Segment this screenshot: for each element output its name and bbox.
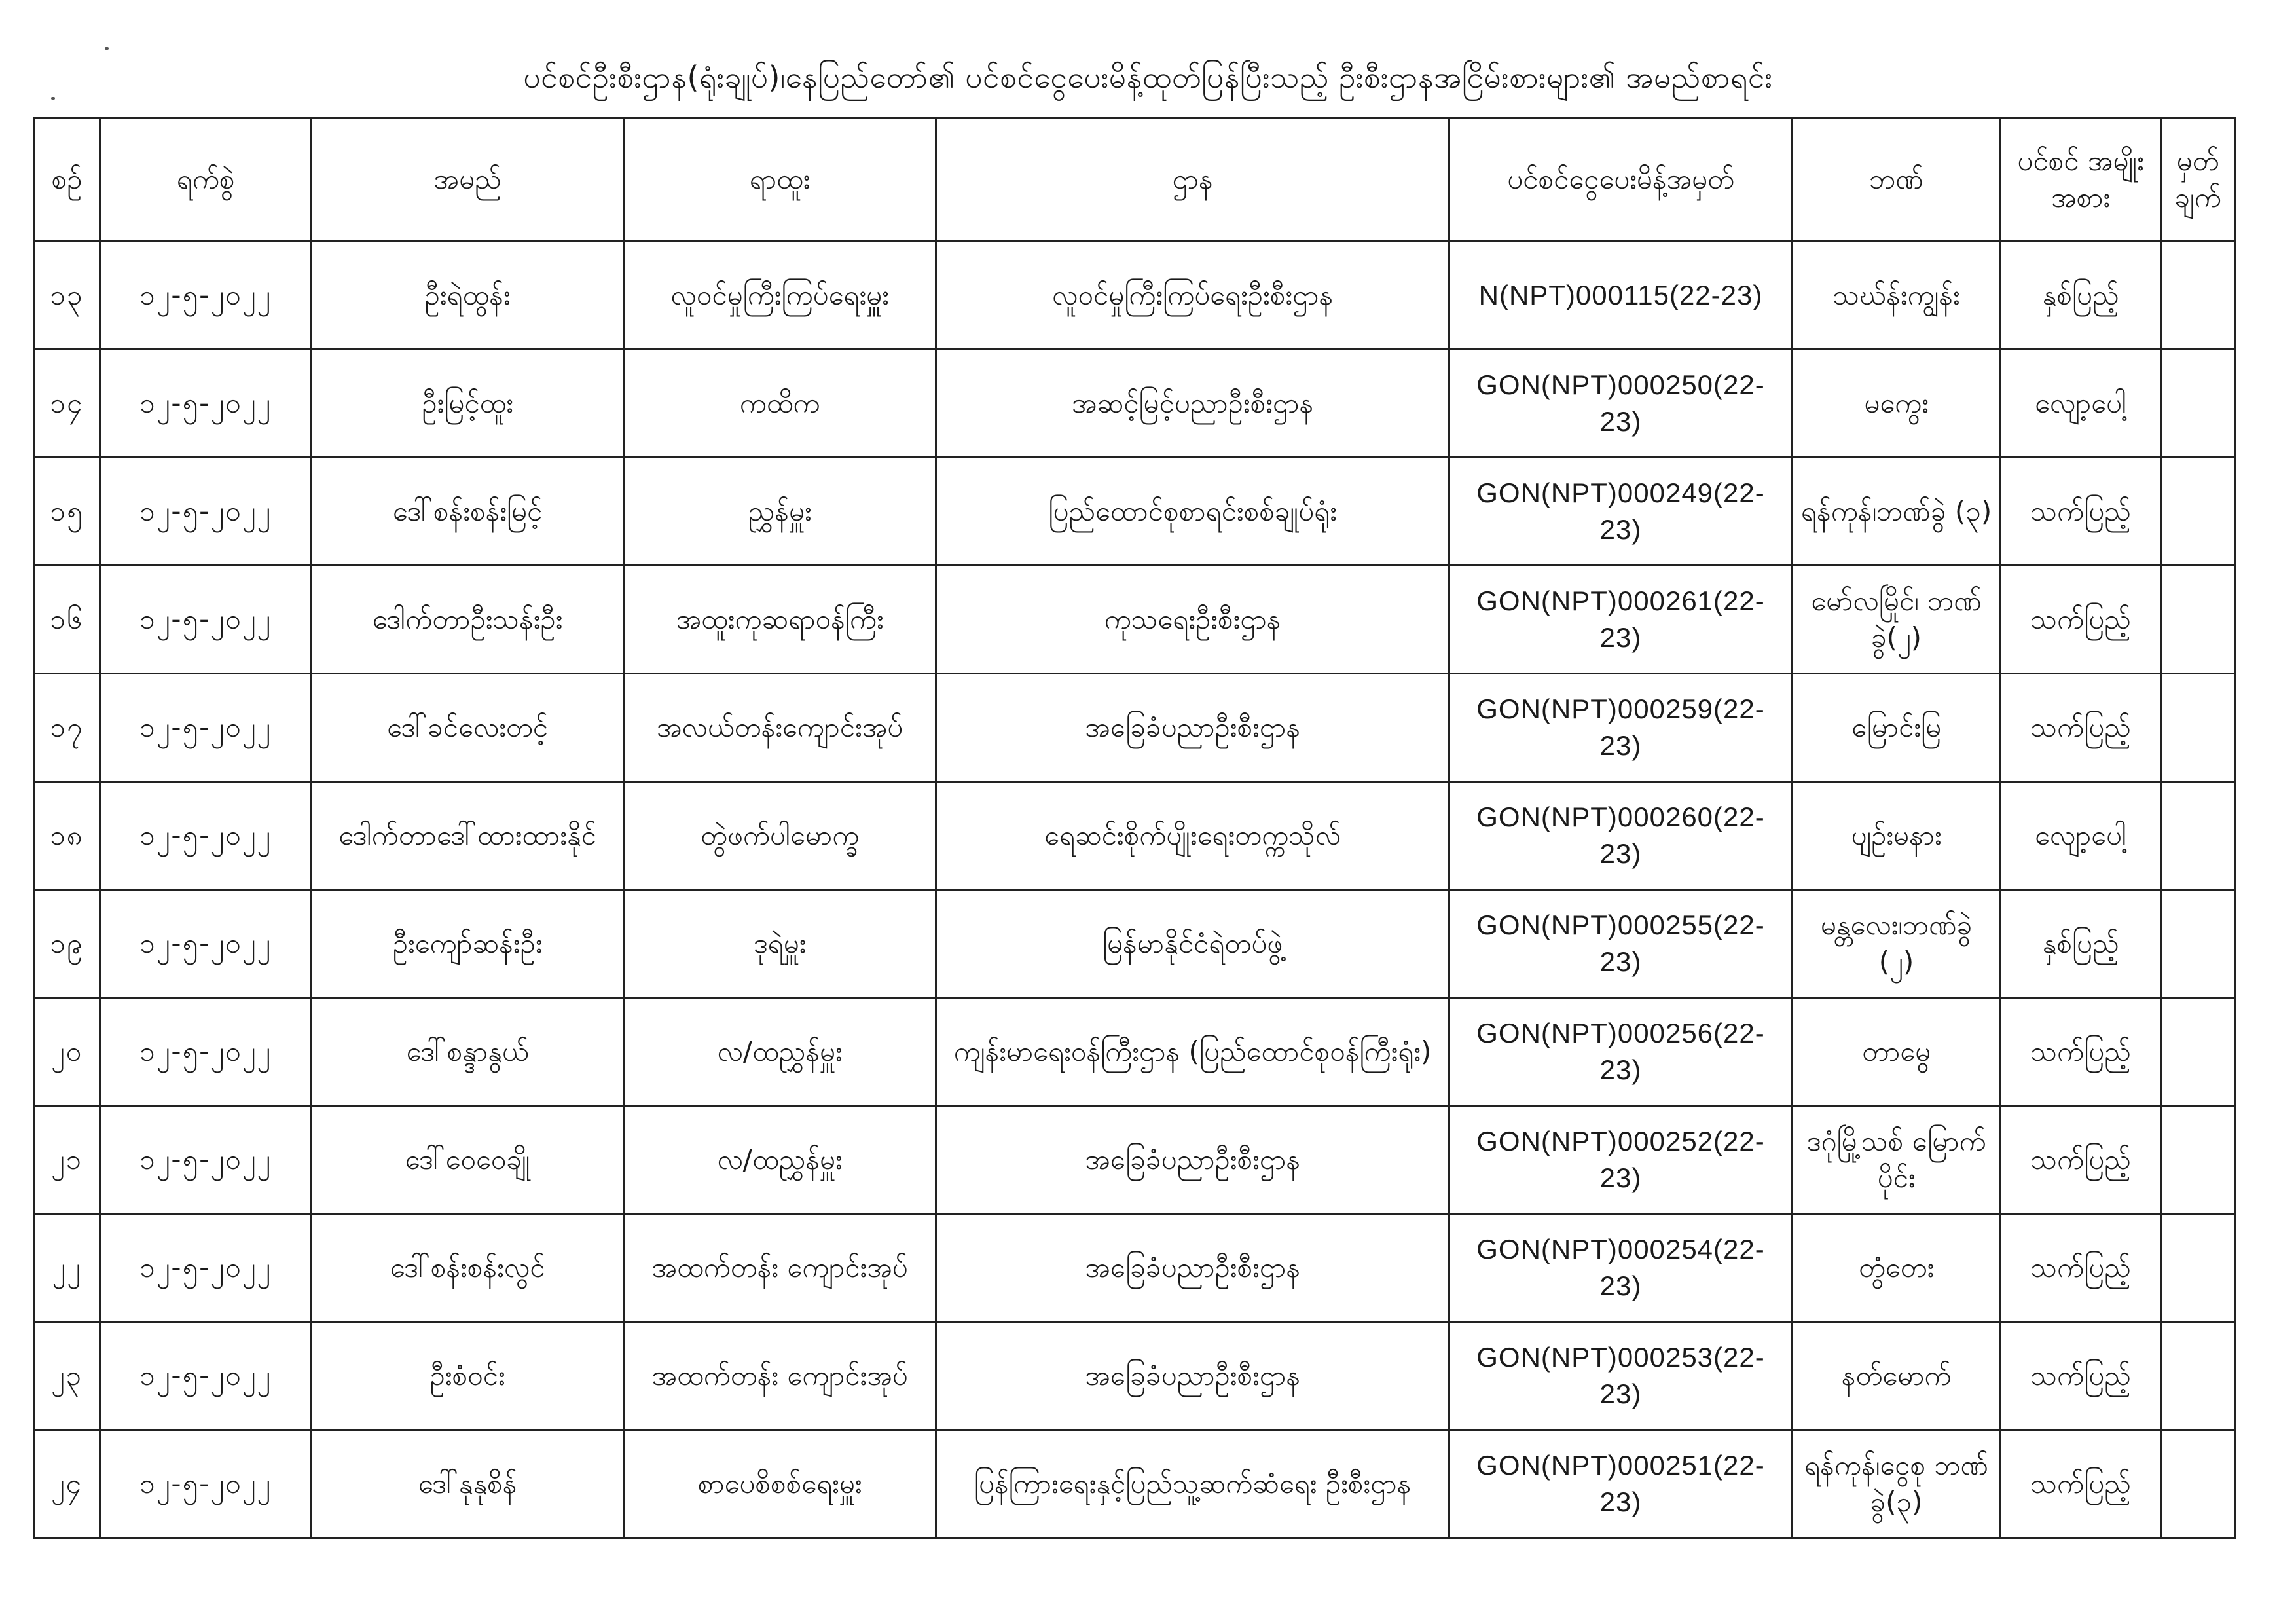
cell-date: ၁၂-၅-၂၀၂၂ (100, 674, 312, 782)
cell-date: ၁၂-၅-၂၀၂၂ (100, 782, 312, 890)
cell-bank: ဒဂုံမြို့သစ် မြောက်ပိုင်း (1793, 1106, 2001, 1214)
cell-remark (2161, 1430, 2235, 1538)
cell-remark (2161, 1322, 2235, 1430)
cell-department: ရေဆင်းစိုက်ပျိုးရေးတက္ကသိုလ် (936, 782, 1449, 890)
cell-name: ဦးမြင့်ထူး (312, 350, 624, 458)
cell-pension-order-no: GON(NPT)000261(22-23) (1449, 566, 1793, 674)
cell-department: ကျန်းမာရေးဝန်ကြီးဌာန (ပြည်ထောင်စုဝန်ကြီးရုံး) (936, 998, 1449, 1106)
col-header-bank: ဘဏ် (1793, 118, 2001, 242)
cell-rank: လ/ထညွှန်မှူး (624, 998, 936, 1106)
cell-sno: ၂၃ (34, 1322, 100, 1430)
pension-table (33, 117, 2236, 1539)
cell-department: အခြေခံပညာဦးစီးဌာန (936, 1322, 1449, 1430)
cell-bank: မြောင်းမြ (1793, 674, 2001, 782)
col-header-pension-type: ပင်စင် အမျိုးအစား (2001, 118, 2161, 242)
cell-pension-order-no: GON(NPT)000253(22-23) (1449, 1322, 1793, 1430)
cell-sno: ၁၃ (34, 242, 100, 350)
col-header-name: အမည် (312, 118, 624, 242)
cell-department: ပြန်ကြားရေးနှင့်ပြည်သူ့ဆက်ဆံရေး ဦးစီးဌာန (936, 1430, 1449, 1538)
cell-date: ၁၂-၅-၂၀၂၂ (100, 566, 312, 674)
cell-remark (2161, 890, 2235, 998)
cell-pension-order-no: N(NPT)000115(22-23) (1449, 242, 1793, 350)
cell-date: ၁၂-၅-၂၀၂၂ (100, 350, 312, 458)
cell-name: ဒေါက်တာဒေါ်ထားထားနိုင် (312, 782, 624, 890)
cell-department: အဆင့်မြင့်ပညာဦးစီးဌာန (936, 350, 1449, 458)
cell-department: လူဝင်မှုကြီးကြပ်ရေးဦးစီးဌာန (936, 242, 1449, 350)
cell-sno: ၁၉ (34, 890, 100, 998)
table-row (34, 890, 2235, 998)
cell-name: ဒေါက်တာဦးသန်းဦး (312, 566, 624, 674)
cell-rank: လူဝင်မှုကြီးကြပ်ရေးမှူး (624, 242, 936, 350)
cell-sno: ၁၄ (34, 350, 100, 458)
cell-bank: တာမွေ (1793, 998, 2001, 1106)
cell-remark (2161, 1106, 2235, 1214)
cell-pension-order-no: GON(NPT)000255(22-23) (1449, 890, 1793, 998)
cell-bank: မန္တလေး၊ဘဏ်ခွဲ (၂) (1793, 890, 2001, 998)
cell-date: ၁၂-၅-၂၀၂၂ (100, 1430, 312, 1538)
cell-date: ၁၂-၅-၂၀၂၂ (100, 1106, 312, 1214)
cell-rank: တွဲဖက်ပါမောက္ခ (624, 782, 936, 890)
cell-pension-type: လျော့ပေါ့ (2001, 350, 2161, 458)
cell-pension-type: လျော့ပေါ့ (2001, 782, 2161, 890)
cell-bank: နတ်မောက် (1793, 1322, 2001, 1430)
table-row (34, 674, 2235, 782)
table-body (34, 242, 2235, 1538)
table-header-row (34, 118, 2235, 242)
cell-name: ဒေါ်စန်းစန်းလွင် (312, 1214, 624, 1322)
table-row (34, 1322, 2235, 1430)
cell-date: ၁၂-၅-၂၀၂၂ (100, 890, 312, 998)
cell-rank: အလယ်တန်းကျောင်းအုပ် (624, 674, 936, 782)
table-row (34, 566, 2235, 674)
cell-sno: ၂၄ (34, 1430, 100, 1538)
table-row (34, 350, 2235, 458)
cell-pension-type: သက်ပြည့် (2001, 1214, 2161, 1322)
cell-remark (2161, 1214, 2235, 1322)
cell-name: ဒေါ်နုနုစိန် (312, 1430, 624, 1538)
cell-pension-order-no: GON(NPT)000249(22-23) (1449, 458, 1793, 566)
cell-remark (2161, 782, 2235, 890)
cell-rank: အထက်တန်း ကျောင်းအုပ် (624, 1322, 936, 1430)
col-header-remark: မှတ် ချက် (2161, 118, 2235, 242)
cell-sno: ၁၇ (34, 674, 100, 782)
cell-department: အခြေခံပညာဦးစီးဌာန (936, 1214, 1449, 1322)
table-row (34, 458, 2235, 566)
cell-date: ၁၂-၅-၂၀၂၂ (100, 998, 312, 1106)
col-header-pension-order-no: ပင်စင်ငွေပေးမိန့်အမှတ် (1449, 118, 1793, 242)
cell-pension-order-no: GON(NPT)000260(22-23) (1449, 782, 1793, 890)
cell-pension-type: သက်ပြည့် (2001, 1430, 2161, 1538)
cell-department: အခြေခံပညာဦးစီးဌာန (936, 1106, 1449, 1214)
cell-remark (2161, 458, 2235, 566)
cell-pension-type: သက်ပြည့် (2001, 1322, 2161, 1430)
cell-bank: ပျဉ်းမနား (1793, 782, 2001, 890)
cell-date: ၁၂-၅-၂၀၂၂ (100, 1214, 312, 1322)
cell-pension-order-no: GON(NPT)000252(22-23) (1449, 1106, 1793, 1214)
cell-remark (2161, 566, 2235, 674)
cell-pension-type: သက်ပြည့် (2001, 674, 2161, 782)
cell-date: ၁၂-၅-၂၀၂၂ (100, 242, 312, 350)
cell-rank: လ/ထညွှန်မှူး (624, 1106, 936, 1214)
cell-bank: တွံတေး (1793, 1214, 2001, 1322)
cell-sno: ၂၂ (34, 1214, 100, 1322)
cell-bank: ရန်ကုန်၊ငွေစု ဘဏ်ခွဲ(၃) (1793, 1430, 2001, 1538)
cell-pension-order-no: GON(NPT)000259(22-23) (1449, 674, 1793, 782)
col-header-sno: စဉ် (34, 118, 100, 242)
cell-sno: ၁၆ (34, 566, 100, 674)
cell-rank: ညွှန်မှူး (624, 458, 936, 566)
col-header-rank: ရာထူး (624, 118, 936, 242)
cell-pension-type: သက်ပြည့် (2001, 458, 2161, 566)
cell-bank: မကွေး (1793, 350, 2001, 458)
cell-rank: အထူးကုဆရာဝန်ကြီး (624, 566, 936, 674)
cell-department: ပြည်ထောင်စုစာရင်းစစ်ချုပ်ရုံး (936, 458, 1449, 566)
cell-department: မြန်မာနိုင်ငံရဲတပ်ဖွဲ့ (936, 890, 1449, 998)
cell-name: ဒေါ်စန်းစန်းမြင့် (312, 458, 624, 566)
cell-name: ဒေါ်စန္ဒာနွယ် (312, 998, 624, 1106)
cell-department: ကုသရေးဦးစီးဌာန (936, 566, 1449, 674)
page-title: ပင်စင်ဦးစီးဌာန(ရုံးချုပ်)၊နေပြည်တော်၏ ပင်စင်ငွေပေးမိန့်ထုတ်ပြန်ပြီးသည့် ဦးစီးဌာနအငြိမ်းစားများ၏ အမည်စာရင်း (523, 60, 1773, 95)
cell-pension-order-no: GON(NPT)000254(22-23) (1449, 1214, 1793, 1322)
cell-name: ဒေါ်ဝေဝေချို (312, 1106, 624, 1214)
cell-pension-type: နှစ်ပြည့် (2001, 242, 2161, 350)
cell-pension-type: နှစ်ပြည့် (2001, 890, 2161, 998)
cell-pension-type: သက်ပြည့် (2001, 566, 2161, 674)
col-header-department: ဌာန (936, 118, 1449, 242)
cell-name: ဦးစံဝင်း (312, 1322, 624, 1430)
cell-rank: အထက်တန်း ကျောင်းအုပ် (624, 1214, 936, 1322)
cell-pension-order-no: GON(NPT)000251(22-23) (1449, 1430, 1793, 1538)
cell-remark (2161, 242, 2235, 350)
cell-pension-order-no: GON(NPT)000250(22-23) (1449, 350, 1793, 458)
table-row (34, 998, 2235, 1106)
table-row (34, 1106, 2235, 1214)
cell-sno: ၁၈ (34, 782, 100, 890)
cell-remark (2161, 998, 2235, 1106)
scan-speck (105, 47, 109, 50)
cell-remark (2161, 350, 2235, 458)
cell-bank: မော်လမြိုင်၊ ဘဏ်ခွဲ(၂) (1793, 566, 2001, 674)
cell-sno: ၂၁ (34, 1106, 100, 1214)
table-row (34, 1430, 2235, 1538)
cell-name: ဒေါ်ခင်လေးတင့် (312, 674, 624, 782)
cell-rank: စာပေစိစစ်ရေးမှူး (624, 1430, 936, 1538)
cell-bank: သဃ်န်းကျွန်း (1793, 242, 2001, 350)
cell-sno: ၁၅ (34, 458, 100, 566)
cell-name: ဦးရဲထွန်း (312, 242, 624, 350)
col-header-date: ရက်စွဲ (100, 118, 312, 242)
table-row (34, 1214, 2235, 1322)
cell-pension-type: သက်ပြည့် (2001, 1106, 2161, 1214)
cell-department: အခြေခံပညာဦးစီးဌာန (936, 674, 1449, 782)
cell-sno: ၂၀ (34, 998, 100, 1106)
cell-name: ဦးကျော်ဆန်းဦး (312, 890, 624, 998)
table-row (34, 782, 2235, 890)
table-row (34, 242, 2235, 350)
cell-pension-order-no: GON(NPT)000256(22-23) (1449, 998, 1793, 1106)
cell-date: ၁၂-၅-၂၀၂၂ (100, 1322, 312, 1430)
cell-bank: ရန်ကုန်၊ဘဏ်ခွဲ (၃) (1793, 458, 2001, 566)
cell-remark (2161, 674, 2235, 782)
cell-rank: ဒုရဲမှူး (624, 890, 936, 998)
cell-date: ၁၂-၅-၂၀၂၂ (100, 458, 312, 566)
cell-rank: ကထိက (624, 350, 936, 458)
cell-pension-type: သက်ပြည့် (2001, 998, 2161, 1106)
